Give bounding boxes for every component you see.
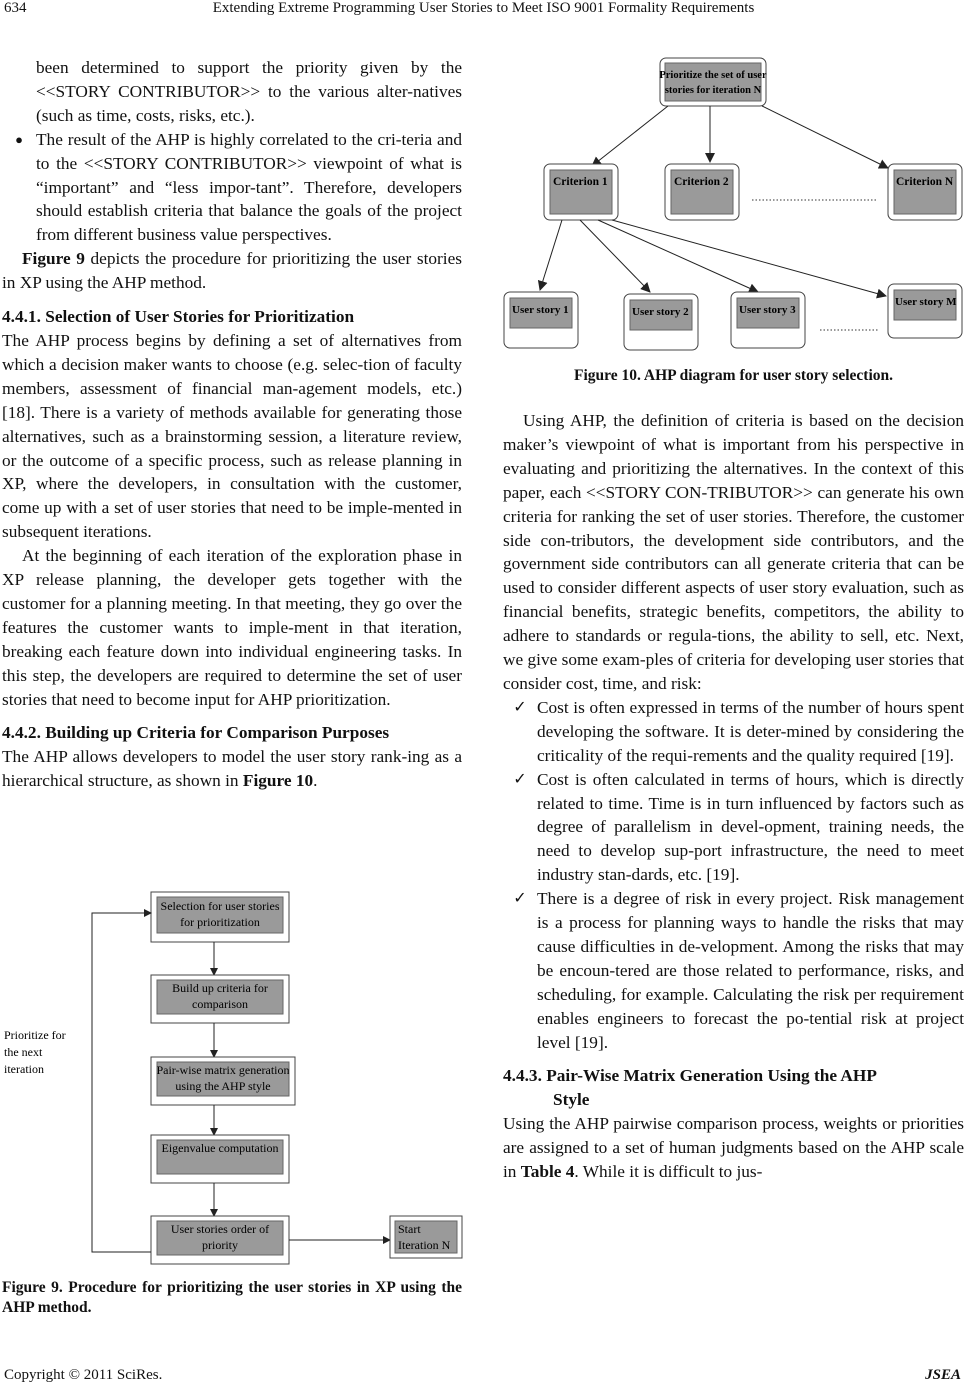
check-text: Cost is often calculated in terms of hours, which is directly related to time. Time is in turn influenced by factors such as degree of parallelism in devel-opment, training needs, the need to develop sup-port infrastructure, the need to meet industry stan-dards, etc. [19]. <box>537 769 964 885</box>
fig9-box5-line2: priority <box>202 1238 238 1252</box>
section-heading-443-cont: Style <box>553 1090 590 1110</box>
paragraph-443-end: . While it is difficult to jus- <box>574 1162 763 1182</box>
fig10-criterion-n-label: Criterion N <box>896 176 954 188</box>
checkmark-icon: ✓ <box>513 698 527 716</box>
table4-link[interactable]: Table 4 <box>520 1162 575 1182</box>
section-heading-441: 4.4.1. Selection of User Stories for Prioritization <box>2 307 355 327</box>
running-header <box>0 0 967 22</box>
journal-abbrev: JSEA <box>925 1367 961 1383</box>
figure9-reference-paragraph <box>2 247 462 295</box>
check-item <box>503 768 964 888</box>
paragraph-442-text: The AHP allows developers to model the user story rank-ing as a hierarchical structure, as shown in <box>2 747 462 791</box>
fig9-box-start-iteration <box>390 1216 462 1258</box>
fig9-box2-line2: comparison <box>192 997 248 1011</box>
fig10-user-story-2 <box>624 294 698 350</box>
fig9-box3-line2: using the AHP style <box>175 1079 271 1093</box>
fig10-criterion-2 <box>665 164 739 220</box>
figure-10 <box>500 54 967 354</box>
copyright-text: Copyright © 2011 SciRes. <box>4 1367 163 1383</box>
fig10-user-story-m <box>888 284 962 338</box>
fig10-user-story-2-label: User story 2 <box>632 306 689 318</box>
fig10-user-story-1 <box>504 292 578 348</box>
figure10-link[interactable]: Figure 10 <box>242 771 314 791</box>
fig9-box1-line1: Selection for user stories <box>160 899 280 913</box>
fig10-root-line1: Prioritize the set of user <box>659 70 767 81</box>
fig9-box-order <box>151 1216 289 1264</box>
fig9-box-eigenvalue <box>151 1135 289 1183</box>
running-title: Extending Extreme Programming User Stories to Meet ISO 9001 Formality Requirements <box>212 0 755 16</box>
fig9-box6-line2: Iteration N <box>398 1238 451 1252</box>
section-heading-442: 4.4.2. Building up Criteria for Comparison Purposes <box>2 723 390 743</box>
continued-paragraph: been determined to support the priority given by the <<STORY CONTRIBUTOR>> to the various alter-natives (such as time, costs, risks, etc.). <box>36 58 462 125</box>
fig10-criterion-2-label: Criterion 2 <box>674 176 729 188</box>
fig10-user-story-m-label: User story M <box>895 296 957 308</box>
figure9-link[interactable]: Figure 9 <box>22 249 85 269</box>
checkmark-icon: ✓ <box>513 890 527 908</box>
paragraph-441b: At the beginning of each iteration of the exploration phase in XP release planning, the developer gets together with the customer for a planning meeting. In that meeting, they go over the features the customer wants to imple-ment in that iteration, breaking each feature down into individual engineering tasks. In this step, the developers are required to determine the set of user stories that need to become input for AHP prioritization. <box>2 546 462 709</box>
bullet-text: The result of the AHP is highly correlated to the cri-teria and to the <<STORY CONTRIBUTOR>> viewpoint of what is “important” and “less impor-tant”. Therefore, developers should establish criteria that balance the goals of the project from different business value perspectives. <box>36 129 462 245</box>
check-text: Cost is often expressed in terms of the number of hours spent developing the software. It is deter-mined by considering the criticality of the requi-rements and the quality required [19]. <box>537 697 964 765</box>
fig9-box1-line2: for prioritization <box>180 915 260 929</box>
fig9-box2-line1: Build up criteria for <box>172 981 268 995</box>
fig9-box5-line1: User stories order of <box>170 1222 270 1236</box>
fig9-box4-line1: Eigenvalue computation <box>161 1141 279 1155</box>
fig9-loop-label <box>4 1028 66 1076</box>
fig9-loop-line3: iteration <box>4 1062 44 1076</box>
right-column <box>503 409 964 1184</box>
fig9-box-selection <box>151 892 289 942</box>
fig10-root-node <box>659 58 767 106</box>
left-column <box>2 56 462 793</box>
fig10-criterion-n <box>888 164 962 220</box>
paragraph-441: The AHP process begins by defining a set of alternatives from which a decision maker wants to choose (e.g. selec-tion of faculty members, assessment of financial man-agement models, etc.) [18]. There is a variety of methods available for generating those alternatives, such as a brainstorming session, a literature review, or the outcome of a specific process, such as release planning in XP, where the developers, in consultation with the customer, come up with a set of user stories that need to be imple-mented in subsequent iterations. <box>2 330 462 542</box>
paragraph-443-text: Using the AHP pairwise comparison process, weights or priorities are assigned to a set of human judgments based on the AHP scale in <box>503 1114 964 1182</box>
figure9-caption: Figure 9. Procedure for prioritizing the user stories in XP using the AHP method. <box>2 1279 462 1316</box>
fig9-box-criteria <box>151 975 289 1023</box>
fig9-box-pairwise <box>151 1057 295 1105</box>
paragraph-criteria: Using AHP, the definition of criteria is based on the decision maker’s viewpoint of what is important from his perspective in evaluating and prioritizing the alternatives. In the context of this paper, each <<STORY CON-TRIBUTOR>> can generate his own criteria for ranking the set of user stories. Therefore, the customer side con-tributors, the development side contributors, and the government side contributors can all generate criteria that can be used to consider different aspects of user story evaluation, such as financial benefits, strategic benefits, competitors, the ability to adhere to standards or regula-tions, the ability to sell, etc. Next, we give some exam-ples of criteria for developing user stories that consider cost, time, and risk: <box>503 411 964 693</box>
figure10-caption: Figure 10. AHP diagram for user story selection. <box>573 367 893 384</box>
check-text: There is a degree of risk in every project. Risk management is a process for planning ways to handle the risks that may cause difficulties in de-velopment. Among the risks that may be encoun-tered are those related to performance, risks, and scheduling, for example. Calculating the risk per requirement enables engineers to forecast the po-tential risk at project level [19]. <box>537 889 964 1052</box>
paragraph-442 <box>2 745 462 793</box>
page-number: 634 <box>4 0 27 16</box>
fig10-user-story-1-label: User story 1 <box>512 304 569 316</box>
check-item <box>503 696 964 768</box>
fig10-criterion-1-label: Criterion 1 <box>553 176 608 188</box>
fig10-root-line2: stories for iteration N <box>664 85 762 96</box>
paragraph-443 <box>503 1112 964 1184</box>
bullet-item <box>2 128 462 248</box>
paragraph-442-end: . <box>313 771 318 791</box>
figure9-reference-text: depicts the procedure for prioritizing the user stories in XP using the AHP method. <box>2 249 462 293</box>
fig9-box6-line1: Start <box>398 1222 421 1236</box>
figure-9 <box>0 888 470 1268</box>
fig10-user-story-3 <box>731 292 805 348</box>
section-heading-443: 4.4.3. Pair-Wise Matrix Generation Using the AHP <box>503 1066 877 1086</box>
fig9-loop-line2: the next <box>4 1045 43 1059</box>
check-item <box>503 887 964 1054</box>
fig10-user-story-3-label: User story 3 <box>739 304 796 316</box>
checkmark-icon: ✓ <box>513 770 527 788</box>
fig10-criterion-1 <box>544 164 618 220</box>
bullet-icon: ● <box>15 131 23 147</box>
fig9-loop-line1: Prioritize for <box>4 1028 66 1042</box>
fig9-box3-line1: Pair-wise matrix generation <box>156 1063 290 1077</box>
